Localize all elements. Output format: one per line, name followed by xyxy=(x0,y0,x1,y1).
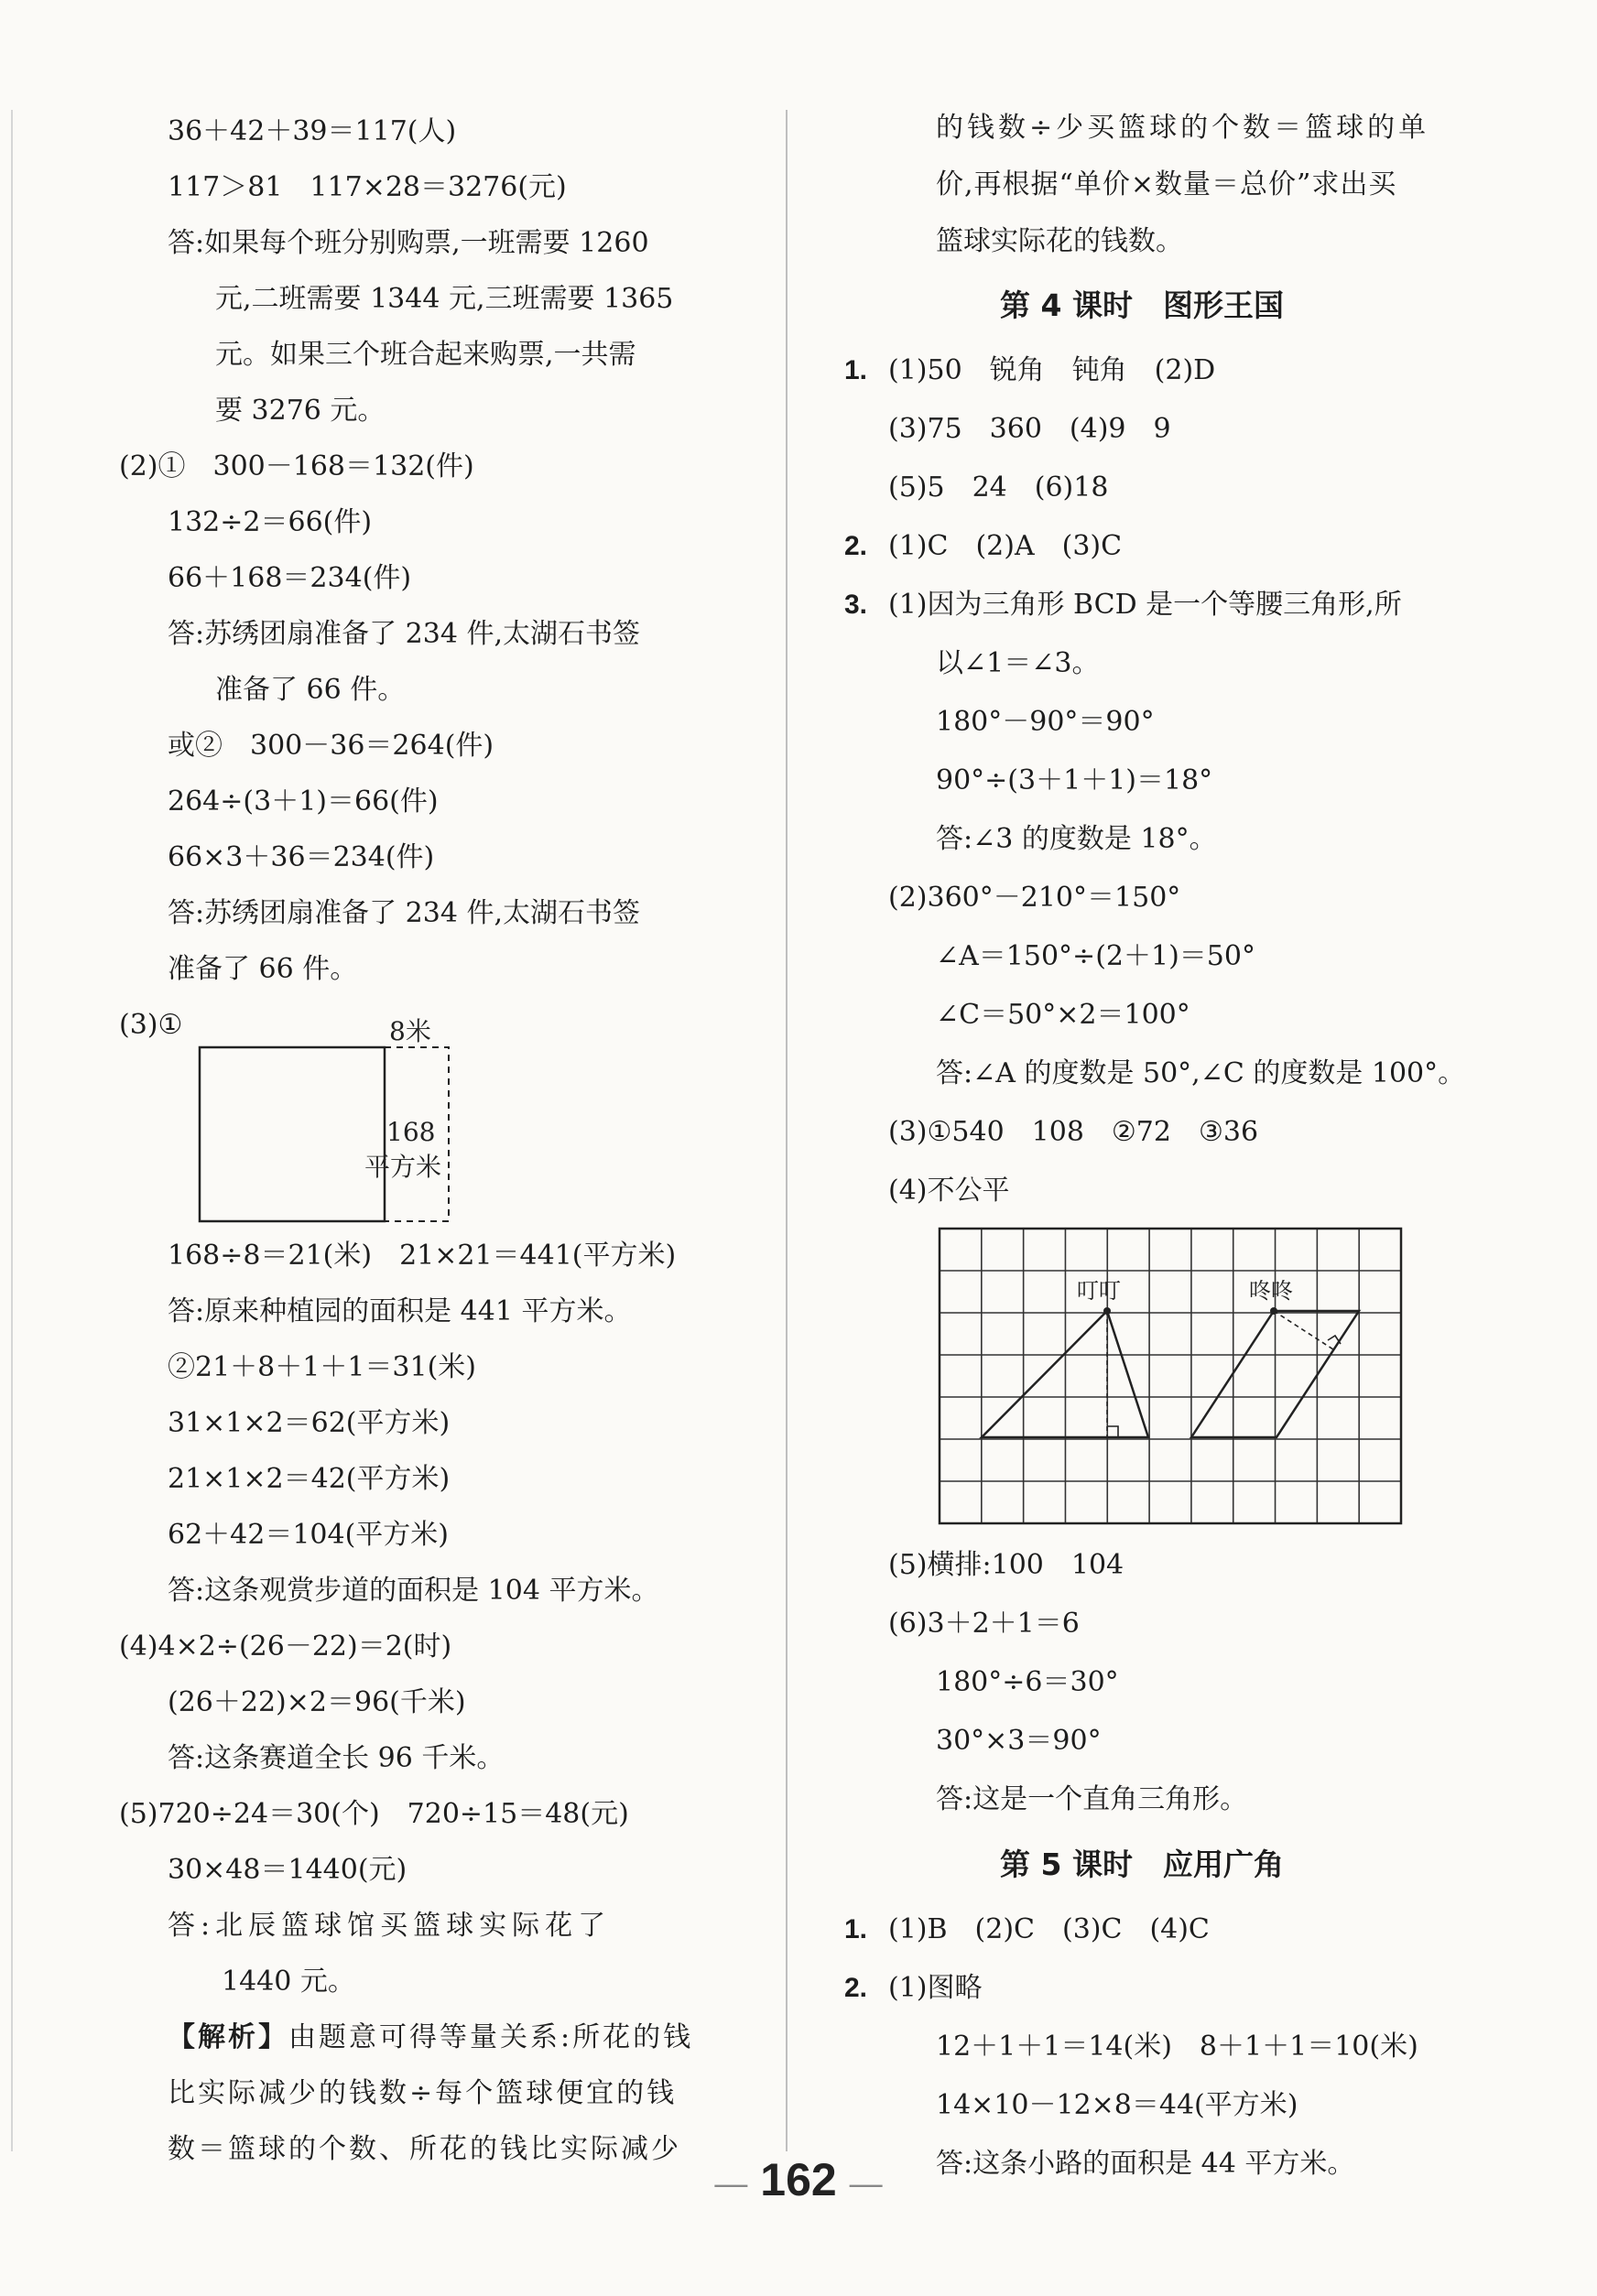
text-line: (3)①540 108 ②72 ③36 xyxy=(888,1116,1259,1148)
text-line: (2)360°－210°＝150° xyxy=(888,882,1181,914)
page-number xyxy=(0,2153,1597,2206)
dingding-vertex xyxy=(1103,1307,1111,1315)
text-line: 180°－90°＝90° xyxy=(936,706,1155,738)
text-line: 62＋42＝104(平方米) xyxy=(168,1519,450,1551)
page-number-text: 162 xyxy=(760,2154,837,2205)
grid-figure xyxy=(938,1227,1403,1529)
dongdong-height xyxy=(1274,1311,1333,1349)
grid-label-dongdong: 咚咚 xyxy=(1249,1278,1293,1304)
text-line: (3)① xyxy=(119,1009,183,1041)
column-divider xyxy=(786,110,788,2151)
text-line: (6)3＋2＋1＝6 xyxy=(888,1608,1080,1640)
text-line: 90°÷(3＋1＋1)＝18° xyxy=(936,764,1213,796)
text-line: 12＋1＋1＝14(米) 8＋1＋1＝10(米) xyxy=(936,2031,1418,2063)
text-line: 篮球实际花的钱数。 xyxy=(936,225,1183,257)
text-line: 168÷8＝21(米) 21×21＝441(平方米) xyxy=(168,1240,677,1272)
text-line: 要 3276 元。 xyxy=(215,395,386,427)
grid-label-dingding: 叮叮 xyxy=(1077,1278,1121,1304)
text-line: 比实际减少的钱数÷每个篮球便宜的钱 xyxy=(168,2077,678,2109)
grid-border xyxy=(940,1229,1401,1523)
text-line: 14×10－12×8＝44(平方米) xyxy=(936,2089,1298,2121)
text-line: 117＞81 117×28＝3276(元) xyxy=(168,171,567,203)
text-line: 答:这是一个直角三角形。 xyxy=(936,1783,1248,1815)
analysis-label: 【解析】 xyxy=(168,2021,288,2053)
figure-label-side-1: 168 xyxy=(386,1117,436,1147)
text-line: (5)5 24 (6)18 xyxy=(888,471,1109,504)
text-line: 30°×3＝90° xyxy=(936,1725,1102,1757)
text-line: 66＋168＝234(件) xyxy=(168,562,412,594)
text-line: 180°÷6＝30° xyxy=(936,1666,1119,1698)
text-line: 的钱数÷少买篮球的个数＝篮球的单 xyxy=(936,112,1430,144)
text-line: 21×1×2＝42(平方米) xyxy=(168,1463,451,1495)
dash-right: — xyxy=(849,2163,883,2202)
section-heading: 第 4 课时 图形王国 xyxy=(1000,287,1284,323)
text-line: 答:原来种植园的面积是 441 平方米。 xyxy=(168,1295,632,1327)
text-line: (1)50 锐角 钝角 (2)D xyxy=(888,354,1216,386)
text-line: 准备了 66 件。 xyxy=(215,674,406,706)
text-line: 1440 元。 xyxy=(222,1966,355,1998)
text-line: 元。如果三个班合起来购票,一共需 xyxy=(215,339,636,371)
text-line: (5)横排:100 104 xyxy=(888,1549,1124,1581)
text-line: 答:如果每个班分别购票,一班需要 1260 xyxy=(168,227,649,259)
text-line: (4)不公平 xyxy=(888,1175,1010,1207)
text-line: (26＋22)×2＝96(千米) xyxy=(168,1686,466,1718)
text-line: ②21＋8＋1＋1＝31(米) xyxy=(168,1351,477,1383)
text-line: 以∠1＝∠3。 xyxy=(936,647,1100,679)
text-line: 准备了 66 件。 xyxy=(168,953,358,985)
question-number: 1. xyxy=(844,355,868,385)
section-heading: 第 5 课时 应用广角 xyxy=(1000,1847,1284,1882)
figure-label-top: 8米 xyxy=(389,1016,431,1046)
text-line: (4)4×2÷(26－22)＝2(时) xyxy=(119,1630,452,1662)
text-line: (1)图略 xyxy=(888,1972,983,2004)
page-left-edge xyxy=(11,110,13,2151)
garden-square xyxy=(200,1047,385,1221)
text-line: 答:苏绣团扇准备了 234 件,太湖石书签 xyxy=(168,618,640,650)
text-line: (1)C (2)A (3)C xyxy=(888,530,1123,562)
question-number: 1. xyxy=(844,1914,868,1944)
question-number: 3. xyxy=(844,590,868,620)
analysis-line xyxy=(168,2020,693,2056)
text-line: 价,再根据“单价×数量＝总价”求出买 xyxy=(936,168,1397,200)
right-angle-mark xyxy=(1107,1426,1118,1437)
text-line: (2)① 300－168＝132(件) xyxy=(119,450,474,482)
dongdong-vertex xyxy=(1270,1307,1277,1315)
text-line: ∠A＝150°÷(2＋1)＝50° xyxy=(936,940,1255,972)
garden-figure xyxy=(192,1007,467,1227)
analysis-text: 由题意可得等量关系:所花的钱 xyxy=(288,2021,694,2053)
text-line: (1)因为三角形 BCD 是一个等腰三角形,所 xyxy=(888,589,1402,621)
text-line: 30×48＝1440(元) xyxy=(168,1854,407,1886)
text-line: (1)B (2)C (3)C (4)C xyxy=(888,1913,1210,1945)
text-line: 答:这条赛道全长 96 千米。 xyxy=(168,1742,505,1774)
text-line: 答:苏绣团扇准备了 234 件,太湖石书签 xyxy=(168,897,640,929)
text-line: 答:∠A 的度数是 50°,∠C 的度数是 100°。 xyxy=(936,1057,1466,1089)
text-line: 答:这条小路的面积是 44 平方米。 xyxy=(936,2148,1355,2180)
text-line: 答:这条观赏步道的面积是 104 平方米。 xyxy=(168,1575,659,1607)
question-number: 2. xyxy=(844,531,868,561)
text-line: 264÷(3＋1)＝66(件) xyxy=(168,785,439,818)
question-number: 2. xyxy=(844,1973,868,2003)
text-line: (3)75 360 (4)9 9 xyxy=(888,413,1171,445)
text-line: ∠C＝50°×2＝100° xyxy=(936,999,1190,1031)
text-line: (5)720÷24＝30(个) 720÷15＝48(元) xyxy=(119,1798,629,1830)
text-line: 或② 300－36＝264(件) xyxy=(168,730,494,762)
text-line: 132÷2＝66(件) xyxy=(168,506,373,538)
text-line: 36＋42＋39＝117(人) xyxy=(168,115,457,147)
text-line: 数＝篮球的个数、所花的钱比实际减少 xyxy=(168,2133,681,2165)
figure-label-side-2: 平方米 xyxy=(364,1152,442,1182)
text-line: 答:∠3 的度数是 18°。 xyxy=(936,823,1217,855)
grid-lines xyxy=(940,1229,1401,1523)
text-line: 31×1×2＝62(平方米) xyxy=(168,1407,451,1439)
dash-left: — xyxy=(714,2163,748,2202)
text-line: 答:北辰篮球馆买篮球实际花了 xyxy=(168,1910,612,1942)
text-line: 元,二班需要 1344 元,三班需要 1365 xyxy=(215,283,674,315)
text-line: 66×3＋36＝234(件) xyxy=(168,841,435,873)
